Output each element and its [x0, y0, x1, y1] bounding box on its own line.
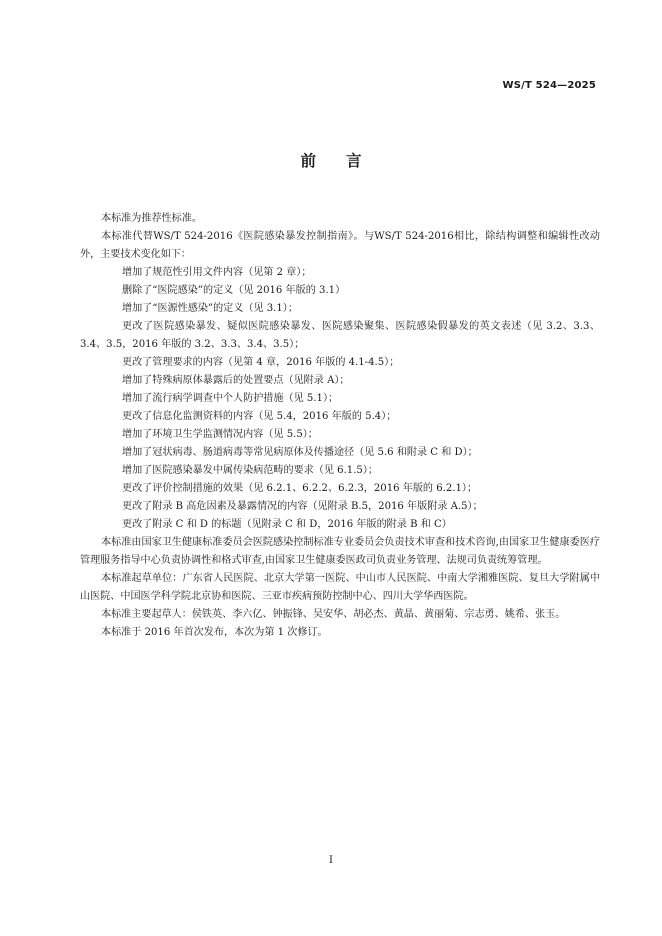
- change-item: 增加了医院感染暴发中属传染病范畴的要求（见 6.1.5）；: [122, 465, 378, 476]
- change-item: 更改了附录 C 和 D 的标题（见附录 C 和 D，2016 年版的附录 B 和 C）: [122, 519, 452, 530]
- page-number: I: [329, 855, 333, 866]
- change-item: 更改了评价控制措施的效果（见 6.2.1、6.2.2、6.2.3，2016 年版的 6.2.1）；: [122, 483, 478, 494]
- change-item: 增加了特殊病原体暴露后的处置要点（见附录 A）；: [122, 375, 350, 386]
- change-item: 增加了“医源性感染”的定义（见 3.1）；: [122, 303, 298, 314]
- foreword-body: [80, 210, 600, 642]
- change-item: 更改了信息化监测资料的内容（见 5.4，2016 年版的 5.4）；: [122, 411, 397, 422]
- change-item: 更改了医院感染暴发、疑似医院感染暴发、医院感染聚集、医院感染假暴发的英文表述（见 3.2、3.3、3.4、3.5，2016 年版的 3.2、3.3、3.4、3.5）；: [80, 321, 600, 350]
- paragraph: 本标准于 2016 年首次发布，本次为第 1 次修订。: [101, 627, 328, 638]
- page-title: 前言: [300, 152, 392, 170]
- change-item: 增加了冠状病毒、肠道病毒等常见病原体及传播途径（见 5.6 和附录 C 和 D）；: [122, 447, 478, 458]
- paragraph: 本标准起草单位：广东省人民医院、北京大学第一医院、中山市人民医院、中南大学湘雅医院、复旦大学附属中山医院、中国医学科学院北京协和医院、三亚市疾病预防控制中心、四川大学华西医院。: [80, 573, 600, 602]
- change-item: 增加了环境卫生学监测情况内容（见 5.5）；: [122, 429, 318, 440]
- change-item: 更改了管理要求的内容（见第 4 章，2016 年版的 4.1-4.5）；: [122, 357, 400, 368]
- paragraph: 本标准代替WS/T 524-2016《医院感染暴发控制指南》。与WS/T 524-2016相比，除结构调整和编辑性改动外，主要技术变化如下：: [80, 231, 600, 260]
- change-item: 更改了附录 B 高危因素及暴露情况的内容（见附录 B.5，2016 年版附录 A.5）；: [122, 501, 483, 512]
- paragraph: 本标准主要起草人：侯铁英、李六亿、钟振锋、吴安华、胡必杰、黄晶、黄丽菊、宗志勇、姚希、张玉。: [101, 609, 566, 620]
- paragraph: 本标准为推荐性标准。: [101, 213, 202, 224]
- change-item: 删除了“医院感染”的定义（见 2016 年版的 3.1）: [122, 285, 346, 296]
- paragraph: 本标准由国家卫生健康标准委员会医院感染控制标准专业委员会负责技术审查和技术咨询,由国家卫生健康委医疗管理服务指导中心负责协调性和格式审查,由国家卫生健康委医政司负责业务管理、法规司负责统筹管理。: [80, 537, 600, 566]
- standard-code: WS/T 524—2025: [502, 80, 596, 91]
- change-item: 增加了规范性引用文件内容（见第 2 章）；: [122, 267, 312, 278]
- change-item: 增加了流行病学调查中个人防护措施（见 5.1）；: [122, 393, 339, 404]
